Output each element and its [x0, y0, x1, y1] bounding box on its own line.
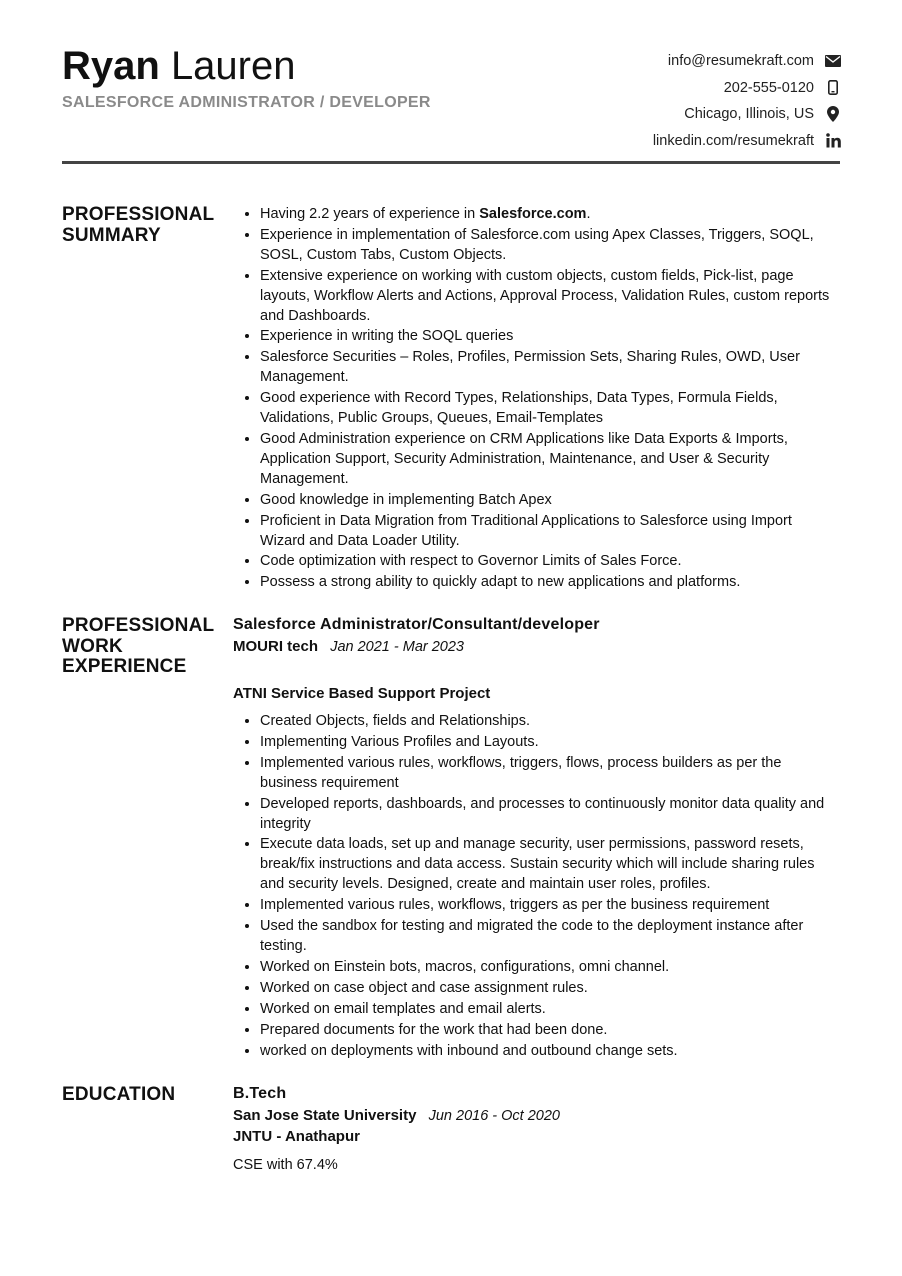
contact-linkedin[interactable] — [653, 128, 841, 155]
list-item: • Good Administration experience on CRM Applications like Data Exports & Imports, Application Support, Security Administration, Maintenance, and User & Security Management. — [260, 429, 840, 490]
company-name: MOURI tech — [233, 638, 319, 655]
list-item: • Developed reports, dashboards, and processes to continuously monitor data quality and integrity — [260, 794, 840, 835]
education-heading: EDUCATION — [62, 1084, 176, 1105]
location-pin-icon — [825, 106, 841, 122]
linkedin-icon — [825, 133, 841, 149]
contact-location — [653, 101, 841, 128]
experience-heading-line3: EXPERIENCE — [62, 656, 187, 677]
campus: JNTU - Anathapur — [233, 1128, 360, 1145]
school-line — [233, 1106, 840, 1126]
list-item — [260, 204, 840, 225]
summary-heading-line2: SUMMARY — [62, 224, 161, 246]
first-name: Ryan — [62, 44, 160, 88]
job-title: Salesforce Administrator/Consultant/developer — [233, 616, 600, 633]
experience-heading — [62, 616, 222, 678]
email-text[interactable]: info@resumekraft.com — [667, 53, 814, 70]
candidate-name — [62, 42, 296, 90]
phone-text[interactable]: 202-555-0120 — [723, 79, 814, 96]
header-divider — [62, 161, 840, 164]
list-item: • Salesforce Securities – Roles, Profiles, Permission Sets, Sharing Rules, OWD, User Management. — [260, 347, 840, 388]
list-item: • Implementing Various Profiles and Layouts. — [260, 732, 840, 753]
degree: B.Tech — [233, 1085, 287, 1102]
list-item-text: Having 2.2 years of experience in — [260, 206, 480, 222]
list-item: • Possess a strong ability to quickly adapt to new applications and platforms. — [260, 572, 840, 593]
phone-icon — [825, 80, 841, 96]
experience-heading-line2: WORK — [62, 635, 123, 657]
experience-body — [233, 615, 840, 1061]
education-dates: Jun 2016 - Oct 2020 — [428, 1108, 560, 1124]
list-item: • Good experience with Record Types, Relationships, Data Types, Formula Fields, Validations, Public Groups, Queues, Email-Templates — [260, 388, 840, 429]
list-item: • Execute data loads, set up and manage security, user permissions, password resets, break/fix instructions and data access. Sustain security which will include sharing rules and security levels. Designed, create and maintain user roles, profiles. — [260, 834, 840, 895]
education-body — [233, 1084, 840, 1175]
summary-heading-line1: PROFESSIONAL — [62, 204, 215, 225]
experience-heading-line1: PROFESSIONAL — [62, 615, 215, 636]
list-item: • Created Objects, fields and Relationships. — [260, 711, 840, 732]
list-item-bold-text: Salesforce.com — [479, 206, 587, 222]
contact-email[interactable] — [653, 48, 841, 75]
list-item: • Experience in writing the SOQL queries — [260, 326, 840, 347]
list-item: • worked on deployments with inbound and outbound change sets. — [260, 1041, 840, 1062]
list-item: • Experience in implementation of Salesforce.com using Apex Classes, Triggers, SOQL, SOSL, Custom Tabs, Custom Objects. — [260, 225, 840, 266]
list-item: • Proficient in Data Migration from Traditional Applications to Salesforce using Import Wizard and Data Loader Utility. — [260, 511, 840, 552]
list-item: • Worked on email templates and email alerts. — [260, 999, 840, 1020]
company-line — [233, 637, 840, 657]
linkedin-text[interactable]: linkedin.com/resumekraft — [652, 132, 814, 149]
school-name: San Jose State University — [233, 1107, 417, 1124]
summary-list — [233, 204, 840, 593]
list-item: • Extensive experience on working with custom objects, custom fields, Pick-list, page layouts, Workflow Alerts and Actions, Approval Process, Validation Rules, custom reports and Dashboards. — [260, 266, 840, 327]
list-item: • Worked on Einstein bots, macros, configurations, omni channel. — [260, 957, 840, 978]
list-item: • Implemented various rules, workflows, triggers, flows, process builders as per the business requirement — [260, 753, 840, 794]
job-dates: Jan 2021 - Mar 2023 — [330, 639, 464, 655]
job-headline: SALESFORCE ADMINISTRATOR / DEVELOPER — [62, 94, 431, 111]
contact-phone[interactable] — [653, 75, 841, 102]
list-item: • Implemented various rules, workflows, triggers as per the business requirement — [260, 895, 840, 916]
list-item: • Used the sandbox for testing and migrated the code to the deployment instance after testing. — [260, 916, 840, 957]
summary-heading — [62, 205, 222, 246]
last-name: Lauren — [170, 44, 296, 88]
list-item-text: . — [586, 206, 591, 222]
list-item: • Prepared documents for the work that had been done. — [260, 1020, 840, 1041]
envelope-icon — [825, 53, 841, 69]
contact-list — [653, 48, 841, 154]
project-title: ATNI Service Based Support Project — [233, 685, 491, 702]
list-item: • Code optimization with respect to Governor Limits of Sales Force. — [260, 551, 840, 572]
list-item: • Good knowledge in implementing Batch Apex — [260, 490, 840, 511]
list-item: • Worked on case object and case assignment rules. — [260, 978, 840, 999]
grade: CSE with 67.4% — [233, 1157, 338, 1173]
experience-list — [233, 711, 840, 1061]
summary-body — [233, 204, 840, 593]
location-text: Chicago, Illinois, US — [684, 106, 814, 123]
